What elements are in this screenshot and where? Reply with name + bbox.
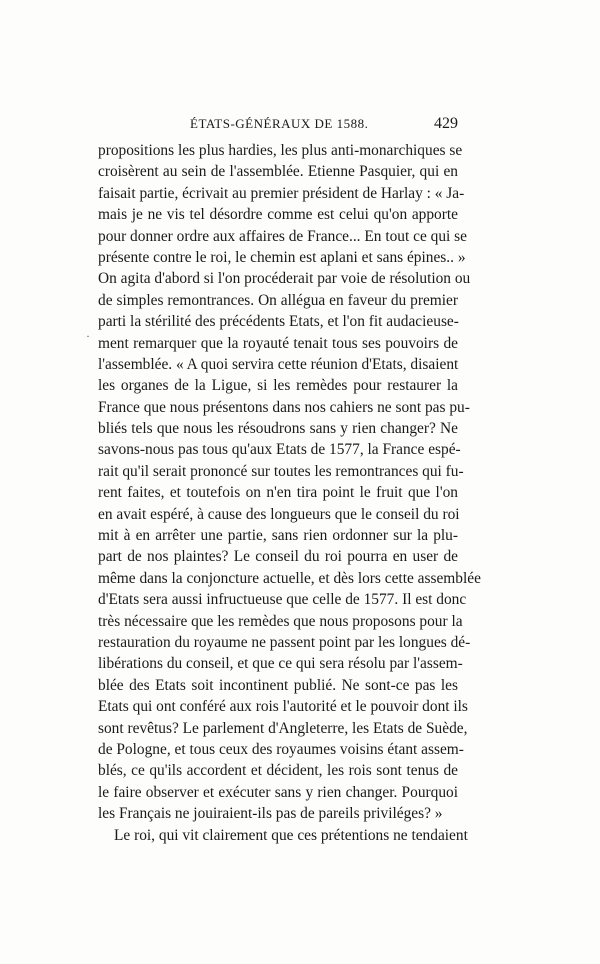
text-line: restauration du royaume ne passent point par les longues dé- [98,633,471,651]
text-line: de Pologne, et tous ceux des royaumes voisins étant assem- [98,740,464,758]
text-line: très nécessaire que les remèdes que nous proposons pour la [98,612,463,630]
text-line-paragraph-start: Le roi, qui vit clairement que ces prétentions ne tendaient [114,826,468,844]
text-line: rait qu'il serait prononcé sur toutes les remontrances qui fu- [98,462,464,480]
text-line: On agita d'abord si l'on procéderait par voie de résolution ou [98,270,471,288]
margin-mark: · [86,329,90,343]
text-line: savons-nous pas tous qu'aux Etats de 1577, la France espé- [98,441,461,459]
text-line: France que nous présentons dans nos cahiers ne sont pas pu- [98,398,470,416]
text-line: part de nos plaintes? Le conseil du roi pourra en user de [98,548,458,566]
text-line: sont revêtus? Le parlement d'Angleterre, les Etats de Suède, [98,719,468,737]
text-line: d'Etats sera aussi infructueuse que celle de 1577. Il est donc [98,591,467,609]
running-title: ÉTATS-GÉNÉRAUX DE 1588. [190,116,369,131]
text-line: croisèrent au sein de l'assemblée. Etienne Pasquier, qui en [98,163,458,181]
text-line: ment remarquer que la royauté tenait tous ses pouvoirs de [98,334,458,352]
text-line: les Français ne jouiraient-ils pas de pareils priviléges? » [98,805,443,823]
text-line: blés, ce qu'ils accordent et décident, les rois sont tenus de [98,762,458,780]
text-line: parti la stérilité des précédents Etats, et l'on fit audacieuse- [98,313,459,331]
running-head [98,116,458,136]
text-line: même dans la conjoncture actuelle, et dès lors cette assemblée [98,569,481,587]
text-line: mit à en arrêter une partie, sans rien ordonner sur la plu- [98,527,458,545]
text-line: blée des Etats soit incontinent publié. Ne sont-ce pas les [98,676,458,694]
text-line: bliés tels que nous les résoudrons sans y rien changer? Ne [98,420,458,438]
text-line: Etats qui ont conféré aux rois l'autorité et le pouvoir dont ils [98,698,468,716]
body-text [98,140,481,846]
text-line: libérations du conseil, et que ce qui sera résolu par l'assem- [98,655,463,673]
text-line: l'assemblée. « A quoi servira cette réunion d'Etats, disaient [98,355,459,373]
text-line: les organes de la Ligue, si les remèdes pour restaurer la [98,377,458,395]
page-number: 429 [434,115,458,132]
text-line: mais je ne vis tel désordre comme est celui qu'on apporte [98,206,458,224]
text-line: faisait partie, écrivait au premier président de Harlay : « Ja- [98,184,465,202]
text-line: de simples remontrances. On allégua en faveur du premier [98,291,458,309]
text-line: propositions les plus hardies, les plus anti-monarchiques se [98,142,463,159]
text-line: pour donner ordre aux affaires de France... En tout ce qui se [98,227,467,245]
text-line: présente contre le roi, le chemin est aplani et sans épines.. » [98,248,466,266]
text-line: rent faites, et toutefois on n'en tira point le fruit que l'on [98,484,458,502]
text-line: le faire observer et exécuter sans y rien changer. Pourquoi [98,783,458,801]
text-line: en avait espéré, à cause des longueurs que le conseil du roi [98,505,460,523]
